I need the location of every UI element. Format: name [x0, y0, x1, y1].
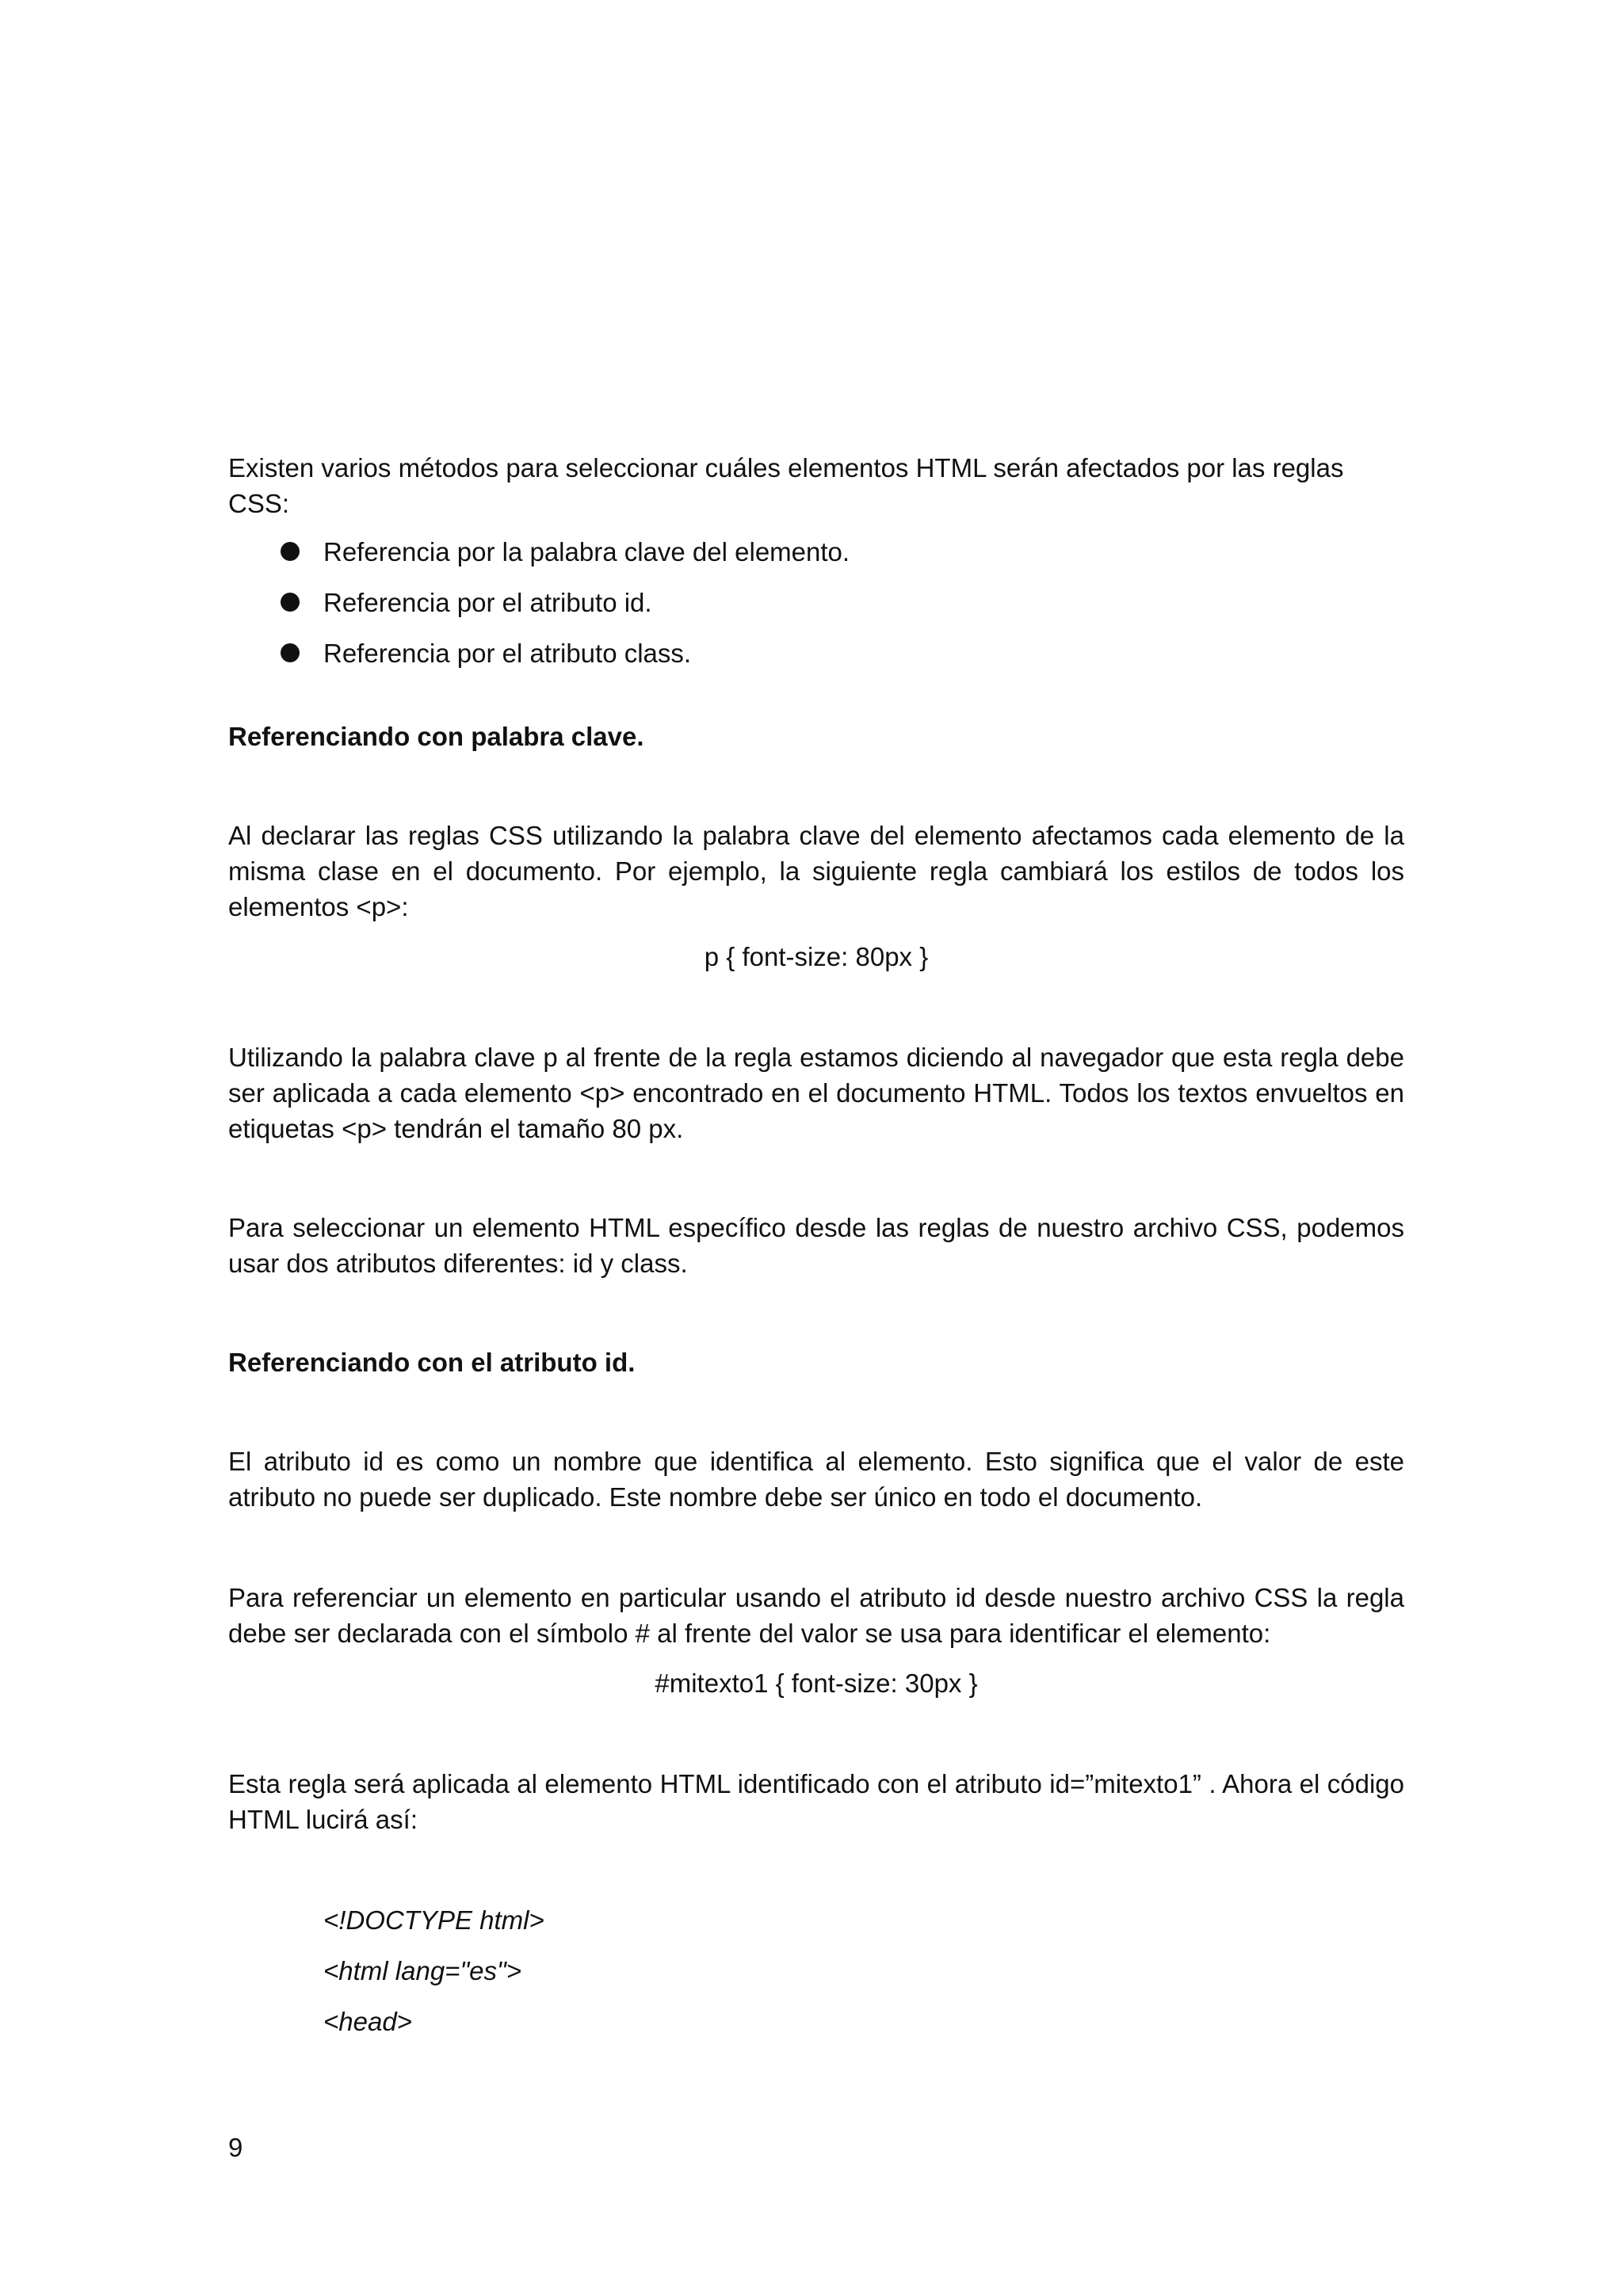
list-item-text: Referencia por el atributo id. [323, 588, 652, 617]
list-item [228, 635, 1404, 671]
section-heading-id: Referenciando con el atributo id. [228, 1348, 636, 1377]
list-item [228, 534, 1404, 570]
keyword-explanation-paragraph: Utilizando la palabra clave p al frente de la regla estamos diciendo al navegador que esta regla debe ser aplicada a cada elemento <p> encontrado en el documento HTML. Todos los textos envueltos en etiquetas <p> tendrán el tamaño 80 px. [228, 1043, 1404, 1143]
id-rule-paragraph: Esta regla será aplicada al elemento HTML identificado con el atributo id=”mitexto1” . Ahora el código HTML lucirá así: [228, 1769, 1404, 1834]
id-definition-paragraph: El atributo id es como un nombre que identifica al elemento. Esto significa que el valor de este atributo no puede ser duplicado. Este nombre debe ser único en todo el documento. [228, 1447, 1404, 1512]
bullet-icon [281, 643, 300, 662]
code-line: <head> [323, 2007, 412, 2036]
intro-paragraph: Existen varios métodos para seleccionar cuáles elementos HTML serán afectados por las reglas CSS: [228, 453, 1344, 518]
keyword-code-example: p { font-size: 80px } [704, 942, 929, 971]
html-code-block [228, 1902, 1404, 2039]
page-content [228, 450, 1404, 2054]
section-heading-keyword: Referenciando con palabra clave. [228, 722, 644, 751]
id-code-example: #mitexto1 { font-size: 30px } [655, 1669, 978, 1698]
selector-methods-list [228, 534, 1404, 671]
bullet-icon [281, 593, 300, 612]
id-class-paragraph: Para seleccionar un elemento HTML específico desde las reglas de nuestro archivo CSS, podemos usar dos atributos diferentes: id y class. [228, 1213, 1404, 1278]
page-number: 9 [228, 2133, 243, 2162]
code-line: <!DOCTYPE html> [323, 1905, 544, 1935]
list-item [228, 585, 1404, 620]
id-reference-paragraph: Para referenciar un elemento en particular usando el atributo id desde nuestro archivo CSS la regla debe ser declarada con el símbolo # al frente del valor se usa para identificar el elemento: [228, 1583, 1404, 1648]
code-line: <html lang="es"> [323, 1956, 521, 1985]
bullet-icon [281, 542, 300, 561]
list-item-text: Referencia por el atributo class. [323, 639, 692, 668]
list-item-text: Referencia por la palabra clave del elemento. [323, 537, 850, 566]
keyword-paragraph: Al declarar las reglas CSS utilizando la palabra clave del elemento afectamos cada elemento de la misma clase en el documento. Por ejemplo, la siguiente regla cambiará los estilos de todos los elementos <p>: [228, 821, 1404, 921]
